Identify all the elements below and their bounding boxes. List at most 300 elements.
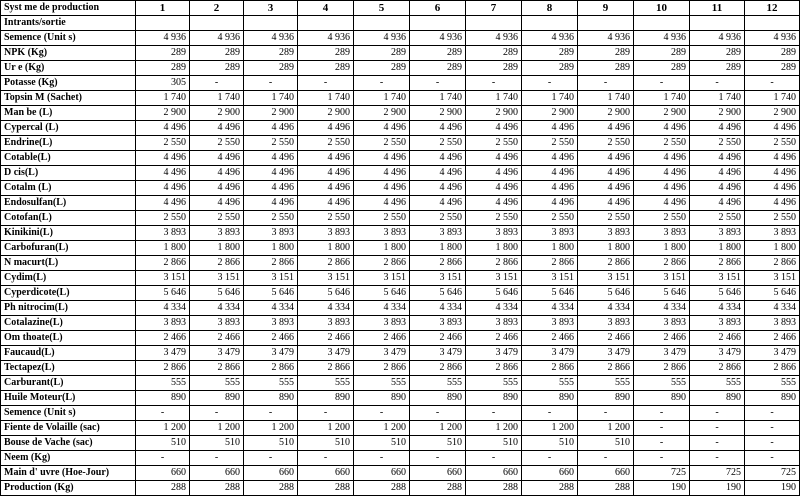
table-cell: 555 <box>298 376 354 391</box>
table-cell: 3 893 <box>410 316 466 331</box>
table-cell: 4 496 <box>466 196 522 211</box>
table-cell: 4 496 <box>690 196 745 211</box>
table-cell: 4 496 <box>410 181 466 196</box>
table-cell: 4 496 <box>244 151 298 166</box>
table-cell: 555 <box>745 376 800 391</box>
table-cell: 3 479 <box>522 346 578 361</box>
table-cell: 4 334 <box>354 301 410 316</box>
table-row <box>1 436 800 451</box>
table-cell: 4 496 <box>466 121 522 136</box>
table-cell: 3 893 <box>244 316 298 331</box>
table-cell: 4 496 <box>354 121 410 136</box>
table-cell: 890 <box>578 391 634 406</box>
table-cell: 289 <box>466 46 522 61</box>
table-cell <box>410 16 466 31</box>
table-cell: 660 <box>190 466 244 481</box>
table-cell: 3 479 <box>578 346 634 361</box>
row-label: Om thoate(L) <box>1 331 136 346</box>
table-cell: 2 550 <box>690 136 745 151</box>
table-cell: 1 740 <box>298 91 354 106</box>
table-cell: 1 740 <box>354 91 410 106</box>
table-cell: 2 550 <box>190 136 244 151</box>
table-cell: 3 893 <box>298 316 354 331</box>
table-cell: 190 <box>690 481 745 496</box>
table-cell: 3 479 <box>244 346 298 361</box>
table-cell: 3 893 <box>298 226 354 241</box>
table-cell: 288 <box>410 481 466 496</box>
row-label: Bouse de Vache (sac) <box>1 436 136 451</box>
table-row <box>1 61 800 76</box>
table-cell: 2 466 <box>136 331 190 346</box>
table-cell: - <box>745 436 800 451</box>
table-cell: - <box>522 76 578 91</box>
table-cell: - <box>745 421 800 436</box>
table-cell: 2 866 <box>410 256 466 271</box>
column-header: 11 <box>690 1 745 16</box>
column-header: 1 <box>136 1 190 16</box>
table-cell: 3 151 <box>190 271 244 286</box>
table-cell: 288 <box>354 481 410 496</box>
table-cell: 3 151 <box>354 271 410 286</box>
table-cell: 2 866 <box>690 256 745 271</box>
table-cell: 4 496 <box>578 151 634 166</box>
table-cell: 3 893 <box>244 226 298 241</box>
table-cell: 2 550 <box>578 136 634 151</box>
table-cell: - <box>190 76 244 91</box>
table-cell: 2 900 <box>578 106 634 121</box>
table-cell: 2 550 <box>244 136 298 151</box>
row-label: Endosulfan(L) <box>1 196 136 211</box>
table-cell: 4 496 <box>354 196 410 211</box>
table-cell: 4 496 <box>578 121 634 136</box>
table-cell: 725 <box>634 466 690 481</box>
table-cell: 289 <box>354 61 410 76</box>
table-cell: 5 646 <box>136 286 190 301</box>
table-row <box>1 451 800 466</box>
table-cell: - <box>522 406 578 421</box>
table-cell: 2 550 <box>522 136 578 151</box>
table-cell: 3 151 <box>745 271 800 286</box>
table-cell: 555 <box>190 376 244 391</box>
table-cell: 2 866 <box>136 256 190 271</box>
table-cell: 2 866 <box>745 361 800 376</box>
table-cell <box>190 16 244 31</box>
table-cell: 4 496 <box>522 181 578 196</box>
table-cell: 4 496 <box>466 151 522 166</box>
table-cell: 890 <box>466 391 522 406</box>
table-cell: - <box>298 76 354 91</box>
table-cell: 4 496 <box>298 181 354 196</box>
table-cell: 4 936 <box>136 31 190 46</box>
table-row <box>1 211 800 226</box>
table-cell: - <box>466 451 522 466</box>
table-cell: 890 <box>190 391 244 406</box>
table-cell: - <box>354 406 410 421</box>
table-cell: 4 334 <box>136 301 190 316</box>
table-cell: 5 646 <box>578 286 634 301</box>
table-cell: 3 151 <box>244 271 298 286</box>
table-cell: 2 550 <box>298 211 354 226</box>
row-label: Kinikini(L) <box>1 226 136 241</box>
table-cell: 3 479 <box>190 346 244 361</box>
table-cell: 4 496 <box>466 166 522 181</box>
table-cell: 2 866 <box>466 256 522 271</box>
table-cell: 890 <box>745 391 800 406</box>
table-cell: 3 893 <box>522 226 578 241</box>
table-cell: 660 <box>354 466 410 481</box>
table-row <box>1 421 800 436</box>
table-cell: 510 <box>244 436 298 451</box>
row-label: Ph nitrocim(L) <box>1 301 136 316</box>
table-cell: 2 866 <box>578 256 634 271</box>
table-cell: 2 550 <box>298 136 354 151</box>
table-cell: - <box>690 406 745 421</box>
table-cell: 2 550 <box>354 211 410 226</box>
table-cell: 555 <box>136 376 190 391</box>
table-cell: - <box>578 451 634 466</box>
table-cell: 1 800 <box>578 241 634 256</box>
table-cell: - <box>410 451 466 466</box>
table-cell: 3 151 <box>690 271 745 286</box>
table-cell: 4 496 <box>634 181 690 196</box>
table-cell: 3 893 <box>410 226 466 241</box>
table-row <box>1 16 800 31</box>
table-cell: - <box>466 76 522 91</box>
table-cell: 2 550 <box>745 211 800 226</box>
table-cell: 5 646 <box>354 286 410 301</box>
table-cell: 1 740 <box>410 91 466 106</box>
table-cell: 289 <box>690 61 745 76</box>
table-cell: 4 496 <box>190 181 244 196</box>
table-cell: 3 893 <box>745 316 800 331</box>
table-cell: 890 <box>634 391 690 406</box>
table-cell: 288 <box>298 481 354 496</box>
table-cell <box>298 16 354 31</box>
table-row <box>1 256 800 271</box>
table-cell: 1 800 <box>354 241 410 256</box>
table-cell: 2 550 <box>354 136 410 151</box>
table-row <box>1 166 800 181</box>
table-cell: 3 893 <box>690 226 745 241</box>
table-row <box>1 361 800 376</box>
table-cell: 2 866 <box>634 256 690 271</box>
table-cell: 4 334 <box>745 301 800 316</box>
table-cell: 510 <box>410 436 466 451</box>
table-cell: 2 866 <box>522 361 578 376</box>
table-cell: - <box>244 76 298 91</box>
table-cell: 3 893 <box>136 316 190 331</box>
row-label: Potasse (Kg) <box>1 76 136 91</box>
table-cell: 1 200 <box>522 421 578 436</box>
table-cell: 2 466 <box>466 331 522 346</box>
table-cell: 3 479 <box>410 346 466 361</box>
row-label: Cyperdicote(L) <box>1 286 136 301</box>
row-label: Production (Kg) <box>1 481 136 496</box>
table-cell: - <box>522 451 578 466</box>
table-cell: 2 550 <box>136 211 190 226</box>
table-cell: 4 496 <box>745 121 800 136</box>
table-cell: 2 866 <box>578 361 634 376</box>
table-cell: 1 740 <box>522 91 578 106</box>
table-cell: 555 <box>466 376 522 391</box>
table-cell: 2 466 <box>690 331 745 346</box>
table-cell: 289 <box>244 46 298 61</box>
table-cell: 4 496 <box>354 181 410 196</box>
row-label: Topsin M (Sachet) <box>1 91 136 106</box>
table-cell: 4 496 <box>190 121 244 136</box>
column-header: 3 <box>244 1 298 16</box>
table-cell: 4 496 <box>522 196 578 211</box>
table-cell: 4 334 <box>578 301 634 316</box>
table-cell: 1 800 <box>136 241 190 256</box>
table-row <box>1 121 800 136</box>
table-cell: 2 900 <box>690 106 745 121</box>
column-header: 5 <box>354 1 410 16</box>
table-cell: 4 496 <box>244 181 298 196</box>
table-cell: - <box>634 406 690 421</box>
table-cell: 510 <box>190 436 244 451</box>
table-cell: 4 496 <box>410 196 466 211</box>
table-cell: 4 334 <box>522 301 578 316</box>
table-cell: 5 646 <box>522 286 578 301</box>
table-cell: 3 893 <box>136 226 190 241</box>
table-cell: 289 <box>136 46 190 61</box>
table-cell: 289 <box>410 46 466 61</box>
table-cell: 2 466 <box>190 331 244 346</box>
table-cell: 289 <box>634 61 690 76</box>
table-cell: 4 496 <box>634 151 690 166</box>
header-row <box>1 1 800 16</box>
table-cell: 4 496 <box>522 121 578 136</box>
table-cell: - <box>298 451 354 466</box>
table-cell: 1 200 <box>410 421 466 436</box>
table-cell: 289 <box>578 46 634 61</box>
table-cell: 288 <box>136 481 190 496</box>
table-cell: 5 646 <box>298 286 354 301</box>
table-cell <box>578 16 634 31</box>
table-cell: - <box>190 451 244 466</box>
row-label: Cotable(L) <box>1 151 136 166</box>
table-row <box>1 31 800 46</box>
table-cell: 2 866 <box>298 256 354 271</box>
table-cell: 660 <box>136 466 190 481</box>
table-cell: 2 466 <box>298 331 354 346</box>
table-cell: 4 496 <box>136 166 190 181</box>
table-cell: 2 866 <box>466 361 522 376</box>
table-cell: 1 800 <box>745 241 800 256</box>
table-cell: 660 <box>298 466 354 481</box>
table-cell: 4 496 <box>690 151 745 166</box>
table-row <box>1 346 800 361</box>
table-cell: 1 740 <box>690 91 745 106</box>
table-cell: 4 936 <box>410 31 466 46</box>
table-cell: 555 <box>410 376 466 391</box>
row-label: Faucaud(L) <box>1 346 136 361</box>
table-cell: 4 334 <box>190 301 244 316</box>
table-cell: 289 <box>244 61 298 76</box>
table-cell: 660 <box>410 466 466 481</box>
table-cell: 3 479 <box>466 346 522 361</box>
table-cell: 3 893 <box>690 316 745 331</box>
table-cell: 890 <box>136 391 190 406</box>
table-cell: 725 <box>690 466 745 481</box>
row-label: Man be (L) <box>1 106 136 121</box>
table-cell: 4 936 <box>354 31 410 46</box>
table-cell: 660 <box>466 466 522 481</box>
table-cell: 1 740 <box>136 91 190 106</box>
table-cell: 2 900 <box>190 106 244 121</box>
table-cell: 289 <box>578 61 634 76</box>
table-cell: 4 496 <box>410 166 466 181</box>
table-cell: - <box>578 406 634 421</box>
table-row <box>1 196 800 211</box>
table-cell: 725 <box>745 466 800 481</box>
table-cell: 1 740 <box>578 91 634 106</box>
table-cell: 4 936 <box>244 31 298 46</box>
table-cell: 3 893 <box>522 316 578 331</box>
table-cell: 510 <box>136 436 190 451</box>
table-cell: 1 200 <box>578 421 634 436</box>
column-header: 4 <box>298 1 354 16</box>
table-cell <box>466 16 522 31</box>
table-cell: - <box>354 451 410 466</box>
table-cell: - <box>136 451 190 466</box>
table-cell: - <box>690 436 745 451</box>
table-cell: 4 496 <box>522 166 578 181</box>
table-cell: 5 646 <box>190 286 244 301</box>
row-label: Endrine(L) <box>1 136 136 151</box>
table-cell: 4 496 <box>634 166 690 181</box>
table-cell: 1 740 <box>190 91 244 106</box>
table-cell: 555 <box>244 376 298 391</box>
table-cell: 510 <box>522 436 578 451</box>
row-label: Cydim(L) <box>1 271 136 286</box>
table-cell: 4 334 <box>634 301 690 316</box>
table-cell <box>244 16 298 31</box>
table-cell: 660 <box>578 466 634 481</box>
table-cell: - <box>634 76 690 91</box>
table-cell: 289 <box>190 61 244 76</box>
table-cell: 4 496 <box>298 121 354 136</box>
table-cell: 1 740 <box>244 91 298 106</box>
table-cell: 2 900 <box>410 106 466 121</box>
table-cell: - <box>745 406 800 421</box>
table-cell: - <box>410 406 466 421</box>
table-row <box>1 106 800 121</box>
table-cell: 3 479 <box>690 346 745 361</box>
table-cell: 4 496 <box>244 121 298 136</box>
table-cell: 890 <box>354 391 410 406</box>
table-cell: 4 496 <box>578 166 634 181</box>
table-cell: 2 900 <box>634 106 690 121</box>
table-cell: 5 646 <box>410 286 466 301</box>
table-cell: 3 479 <box>634 346 690 361</box>
table-cell: 3 151 <box>634 271 690 286</box>
table-cell: 3 151 <box>522 271 578 286</box>
table-cell: 289 <box>745 61 800 76</box>
table-row <box>1 151 800 166</box>
row-label: Intrants/sortie <box>1 16 136 31</box>
table-cell: 555 <box>354 376 410 391</box>
table-cell: 660 <box>522 466 578 481</box>
table-cell: 2 900 <box>136 106 190 121</box>
table-cell: 2 466 <box>410 331 466 346</box>
table-cell: 5 646 <box>244 286 298 301</box>
table-cell: 4 496 <box>136 181 190 196</box>
table-cell: - <box>244 451 298 466</box>
table-cell: 2 866 <box>410 361 466 376</box>
table-cell: 289 <box>690 46 745 61</box>
table-cell: 288 <box>466 481 522 496</box>
table-cell: 2 550 <box>244 211 298 226</box>
table-row <box>1 376 800 391</box>
table-cell: 2 900 <box>298 106 354 121</box>
table-cell: 2 466 <box>634 331 690 346</box>
column-header: 6 <box>410 1 466 16</box>
table-cell: 890 <box>690 391 745 406</box>
table-cell: - <box>634 451 690 466</box>
table-cell: 2 550 <box>634 136 690 151</box>
table-cell: 4 496 <box>190 151 244 166</box>
table-cell: 288 <box>190 481 244 496</box>
table-cell: 4 496 <box>190 196 244 211</box>
table-cell: 2 550 <box>690 211 745 226</box>
table-cell: 4 334 <box>466 301 522 316</box>
table-cell: 4 496 <box>522 151 578 166</box>
table-cell <box>634 16 690 31</box>
table-row <box>1 46 800 61</box>
column-header: 7 <box>466 1 522 16</box>
table-cell <box>690 16 745 31</box>
table-cell: 2 866 <box>745 256 800 271</box>
table-cell: 4 936 <box>522 31 578 46</box>
table-cell: - <box>136 406 190 421</box>
table-cell: 2 550 <box>466 136 522 151</box>
table-cell: 3 151 <box>466 271 522 286</box>
table-cell: 890 <box>522 391 578 406</box>
table-row <box>1 241 800 256</box>
table-cell: 2 900 <box>745 106 800 121</box>
table-cell: 4 936 <box>690 31 745 46</box>
row-label: Cotalm (L) <box>1 181 136 196</box>
table-cell: - <box>690 421 745 436</box>
table-cell: 1 800 <box>190 241 244 256</box>
row-label: Carbofuran(L) <box>1 241 136 256</box>
table-cell: 4 496 <box>745 151 800 166</box>
table-cell: 1 200 <box>136 421 190 436</box>
table-row <box>1 406 800 421</box>
table-cell: 4 496 <box>244 196 298 211</box>
table-cell: 2 550 <box>578 211 634 226</box>
table-cell: 3 151 <box>136 271 190 286</box>
row-label: Neem (Kg) <box>1 451 136 466</box>
table-cell: 4 936 <box>190 31 244 46</box>
table-cell: 4 496 <box>190 166 244 181</box>
table-cell: 3 893 <box>190 226 244 241</box>
table-cell: 1 200 <box>298 421 354 436</box>
column-header: 2 <box>190 1 244 16</box>
table-cell: - <box>690 451 745 466</box>
table-cell: 4 936 <box>466 31 522 46</box>
table-cell: 4 496 <box>136 196 190 211</box>
table-cell: 4 936 <box>634 31 690 46</box>
table-cell: 2 466 <box>354 331 410 346</box>
table-cell: 3 893 <box>466 226 522 241</box>
table-cell: - <box>410 76 466 91</box>
table-cell: 3 893 <box>190 316 244 331</box>
table-cell: 1 800 <box>466 241 522 256</box>
table-cell: 3 479 <box>745 346 800 361</box>
